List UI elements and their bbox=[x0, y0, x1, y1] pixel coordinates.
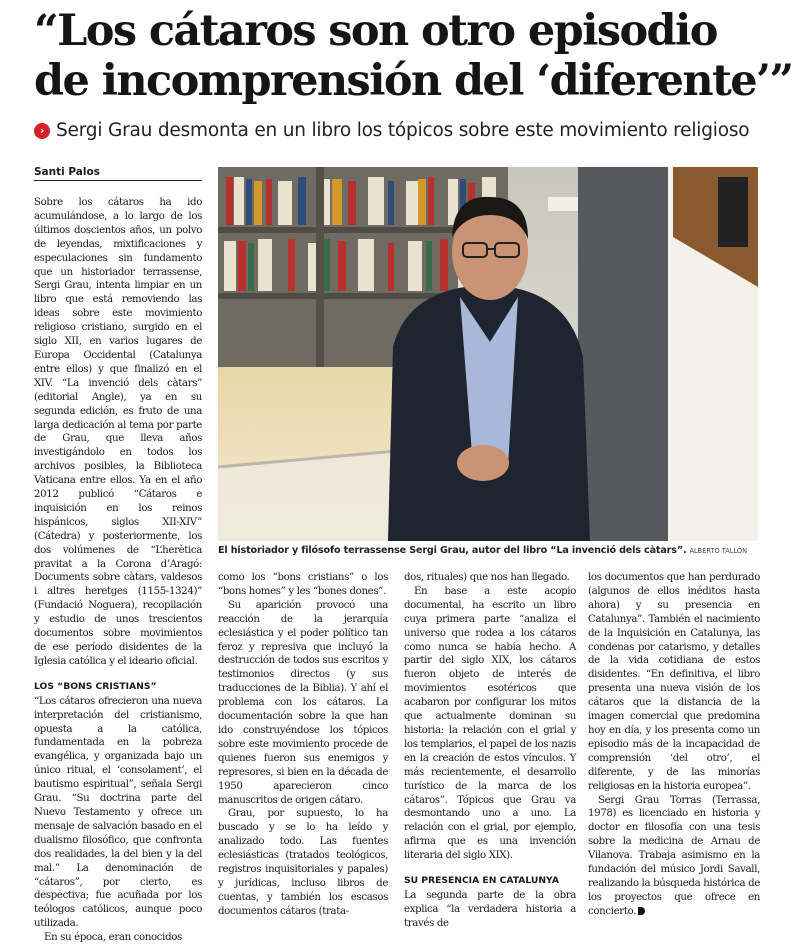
paragraph-text: Sergi Grau Torras (Terrassa, 1978) es licenciado en historia y doctor en filosofía con una tesis sobre la medicina de Arnau de Vilanova. Trabaja asimismo en la fundación del músico Jordi Savall, realizando la búsqueda histórica de los proyectos que ofrece en concierto. bbox=[588, 794, 760, 917]
paragraph: En su época, eran conocidos bbox=[44, 932, 182, 944]
end-mark-icon bbox=[638, 907, 645, 915]
chevron-right-icon: › bbox=[34, 123, 50, 139]
article-column-3 bbox=[404, 571, 576, 931]
subheadline bbox=[34, 120, 764, 146]
paragraph: Su aparición provocó una reacción de la jerarquía eclesiástica y el poder político tan feroz y represiva que incluyó la destrucción de todos sus escritos y testimonios directos (y sus traducciones de la Biblia). Y ahí el problema con los cátaros. La documentación sobre la que han ido construyéndose los tópicos sobre este movimiento procede de quienes fueron sus enemigos y represores, si bien en la década de 1950 aparecieron cinco manuscritos de origen cátaro. bbox=[218, 599, 388, 806]
paragraph: “Los cátaros ofrecieron una nueva interpretación del cristianismo, opuesta a la católica, fundamentada en la pobreza evangélica, y organizada bajo un único ritual, el ‘consolament’, el bautismo espiritual”, señala Sergi Grau. “Su doctrina parte del Nuevo Testamento y ofrece un mensaje de salvación basado en el dualismo filosófico, que confronta dos realidades, la del bien y la del mal.” La denominación de “cátaros”, por cierto, es despectiva; fue acuñada por los teólogos católicos, aunque poco utilizada. bbox=[34, 695, 202, 930]
portrait-photo-image bbox=[218, 167, 758, 541]
photo-caption bbox=[218, 545, 763, 556]
section-heading: LOS “BONS CRISTIANS” bbox=[34, 680, 157, 692]
byline: Santi Palos bbox=[34, 166, 202, 181]
headline bbox=[34, 6, 793, 106]
paragraph: Grau, por supuesto, lo ha buscado y se lo ha leído y analizado todo. Las fuentes eclesiásticas (tratados teológicos, registros inquisitoriales y papales) y jurídicas, incluso libros de cuentas, y también los escasos documentos cátaros (trata- bbox=[218, 808, 388, 917]
paragraph bbox=[588, 794, 760, 919]
caption-text: El historiador y filósofo terrassense Sergi Grau, autor del libro “La invenció dels càtars”. bbox=[218, 545, 687, 556]
headline-line-1: “Los cátaros son otro episodio bbox=[34, 6, 717, 56]
paragraph: dos, rituales) que nos han llegado. bbox=[404, 572, 570, 583]
photo-credit: ALBERTO TALLÓN bbox=[689, 547, 748, 555]
article-photo bbox=[218, 167, 758, 541]
section-heading: SU PRESENCIA EN CATALUNYA bbox=[404, 875, 559, 887]
paragraph: Sobre los cátaros ha ido acumulándose, a lo largo de los últimos doscientos años, un polvo de leyendas, mixtificaciones y especulaciones sin fundamento que un historiador terrassense, Sergi Grau, intenta limpiar en un libro que está removiendo las ideas sobre este movimiento religioso cristiano, surgido en el siglo XII, en varios lugares de Europa Occidental (Catalunya entre ellos) y que finalizó en el XIV. “La invenció dels càtars” (editorial Angle), ya en su segunda edición, es fruto de una larga dedicación al tema por parte de Grau, que lleva años investigándolo en todos los archivos posibles, la Biblioteca Vaticana entre ellos. Ya en el año 2012 publicó “Cátaros e inquisición en los reinos hispánicos, siglos XII-XIV” (Cátedra) y posteriormente, los dos volúmenes de “L’herètica pravitat a la Corona d’Aragó: Documents sobre càtars, valdesos i altres heretges (1155-1324)” (Fundació Noguera), recopilación y estudio de unos trescientos documentos sobre movimientos de ese período disidentes de la Iglesia católica y el ideario oficial. bbox=[34, 197, 202, 667]
paragraph: En base a este acopio documental, ha escrito un libro cuya primera parte “analiza el universo que rodea a los cátaros como nunca se había hecho. A partir del siglo XIX, los cátaros fueron objeto de interés de movimientos esotéricos que acabaron por configurar los mitos que actualmente dominan su historia: la relación con el grial y los templarios, el papel de los nazis en la creación de estos vínculos. Y más recientemente, el desarrollo turístico de la marca de los cátaros”. Tópicos que Grau va desmontando uno a uno. La relación con el grial, por ejemplo, afirma que es una invención literaria del siglo XIX). bbox=[404, 585, 576, 862]
article-column-4 bbox=[588, 571, 760, 919]
article-column-1 bbox=[34, 196, 202, 945]
article-column-2 bbox=[218, 571, 388, 919]
headline-line-2: de incomprensión del ‘diferente’” bbox=[34, 56, 793, 106]
paragraph: como los “bons cristians” o los “bons homes” y les “bones dones”. bbox=[218, 572, 388, 597]
paragraph: La segunda parte de la obra explica “la verdadera historia a través de bbox=[404, 889, 576, 929]
paragraph: los documentos que han perdurado (algunos de ellos inéditos hasta ahora) y su presencia en Catalunya”. También el nacimiento de la Inquisición en Catalunya, las condenas por catarismo, y detalles de la vida cotidiana de estos disidentes. “En definitiva, el libro presenta una nueva visión de los cátaros que la distancia de la imagen comercial que predomina hoy en día, y los presenta como un episodio más de la incapacidad de comprensión ‘del otro’, el diferente, y de las minorías religiosas en la historia europea”. bbox=[588, 572, 760, 792]
subheadline-text: Sergi Grau desmonta en un libro los tópicos sobre este movimiento religioso bbox=[56, 120, 750, 141]
